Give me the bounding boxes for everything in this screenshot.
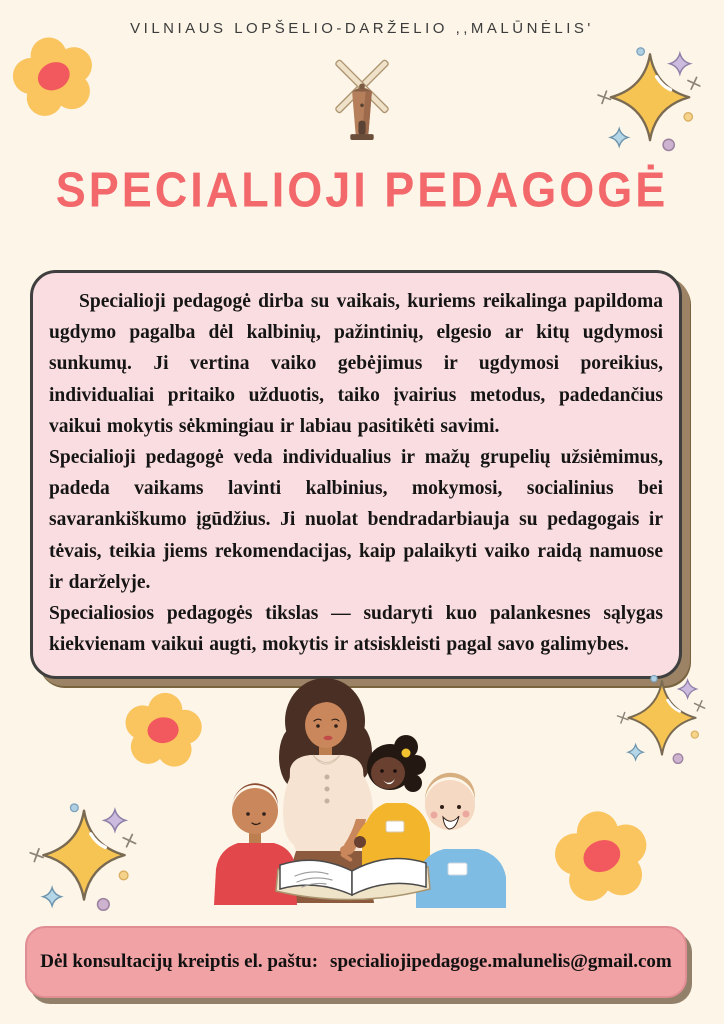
info-paragraph-2: Specialioji pedagogė veda individualius ir mažų grupelių užsiėmimus, padeda vaikams lavinti kalbinius, mokymosi, socialinius bei savarankiškumo įgūdžius. Ji nuolat bendradarbiauja su pedagogais ir tėvais, teikia jiems rekomendacijas, kaip palaikyti vaiko raidą namuose ir darželyje. (49, 446, 663, 593)
info-box (30, 270, 682, 679)
sparkles-icon (594, 44, 706, 158)
page-title: SPECIALIOJI PEDAGOGĖ (55, 161, 669, 218)
info-paragraph-1: Specialioji pedagogė dirba su vaikais, kuriems reikalinga papildoma ugdymo pagalba dėl kalbinių, pažintinių, elgesio ar kitų ugdymosi sunkumų. Ji vertina vaiko gebėjimus ir ugdymosi poreikius, individualiai pritaiko užduotis, taiko įvairius metodus, padedančius vaikui mokytis sėkmingiau ir labiau pasitikėti savimi. (49, 291, 663, 437)
school-name: VILNIAUS LOPŠELIO-DARŽELIO ,,MALŪNĖLIS' (130, 20, 594, 37)
flower-icon (120, 688, 206, 774)
contact-email: specialiojipedagoge.malunelis@gmail.com (330, 951, 672, 972)
info-paragraph-3: Specialiosios pedagogės tikslas — sudaryti kuo palankesnes sąlygas kiekvienam vaikui augti, mokytis ir atsiskleisti pagal savo galimybes. (49, 602, 663, 656)
teacher-reading-illustration (200, 673, 520, 908)
flower-icon (3, 27, 104, 127)
windmill-icon (316, 54, 408, 144)
sparkles-icon (26, 800, 142, 918)
contact-bar (25, 926, 687, 998)
flower-icon (547, 802, 658, 911)
contact-label: Dėl konsultacijų kreiptis el. paštu: (40, 951, 319, 972)
sparkles-icon (614, 672, 710, 770)
